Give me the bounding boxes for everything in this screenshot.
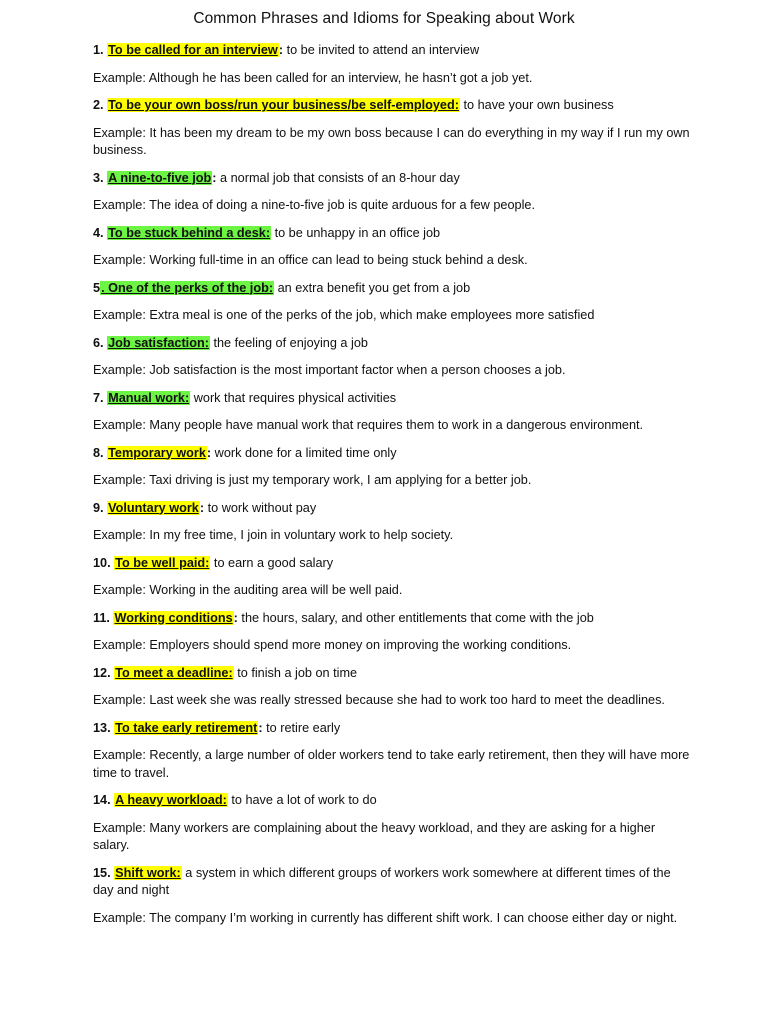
example-text: Example: Job satisfaction is the most important factor when a person chooses a job.: [93, 363, 566, 377]
definition-text: a system in which different groups of workers work somewhere at different times of the day and night: [93, 865, 671, 897]
example-text: Example: Extra meal is one of the perks of the job, which make employees more satisfied: [93, 308, 595, 322]
item-number: 6.: [93, 335, 104, 350]
example-text: Example: It has been my dream to be my own boss because I can do everything in my way if I run my own business.: [93, 125, 690, 157]
definition-text: a normal job that consists of an 8-hour day: [216, 170, 460, 185]
definition-text: work that requires physical activities: [190, 390, 397, 405]
definition-line: [93, 97, 693, 115]
definition-line: [93, 170, 693, 188]
definition-text: to retire early: [262, 720, 341, 735]
example-text: Example: Many people have manual work that requires them to work in a dangerous environment.: [93, 418, 644, 432]
item-number: 5: [93, 280, 101, 295]
highlighted-term: To take early retirement: [115, 720, 258, 735]
item-number: 15.: [93, 865, 111, 880]
example-text: Example: Working full-time in an office can lead to being stuck behind a desk.: [93, 253, 528, 267]
definition-line: [93, 500, 693, 518]
definition-text: to be invited to attend an interview: [283, 43, 480, 57]
definition-line: [93, 445, 693, 463]
term-separator: :: [278, 43, 284, 57]
definition-text: an extra benefit you get from a job: [274, 280, 471, 295]
example-text: Example: Last week she was really stressed because she had to work too hard to meet the deadlines.: [93, 693, 665, 707]
definition-line: [93, 865, 693, 900]
definition-line: [93, 665, 693, 683]
definition-line: [93, 610, 693, 628]
list-item: [93, 865, 693, 928]
list-item: [93, 665, 693, 710]
example-text: Example: Employers should spend more money on improving the working conditions.: [93, 638, 572, 652]
definition-text: work done for a limited time only: [211, 445, 397, 460]
highlighted-term: Voluntary work: [108, 500, 199, 515]
definition-text: the hours, salary, and other entitlements that come with the job: [237, 610, 594, 625]
item-number: 12.: [93, 665, 111, 680]
term-separator: :: [258, 720, 263, 735]
definition-text: to finish a job on time: [233, 665, 358, 680]
highlighted-term: Manual work:: [108, 390, 190, 405]
highlighted-term: To be stuck behind a desk:: [108, 225, 271, 240]
highlighted-term: To be your own boss/run your business/be self-employed:: [108, 98, 459, 112]
list-item: [93, 390, 693, 435]
example-text: Example: Many workers are complaining about the heavy workload, and they are asking for a higher salary.: [93, 820, 656, 852]
highlighted-term: To meet a deadline:: [115, 665, 233, 680]
page-title: Common Phrases and Idioms for Speaking about Work: [193, 10, 575, 27]
definition-text: to earn a good salary: [210, 555, 334, 570]
item-number: 3.: [93, 170, 104, 185]
definition-text: to have a lot of work to do: [227, 793, 377, 807]
term-separator: :: [199, 500, 205, 515]
example-text: Example: Taxi driving is just my temporary work, I am applying for a better job.: [93, 473, 532, 487]
item-number: 11.: [93, 610, 110, 625]
definition-line: [93, 792, 693, 810]
definition-line: [93, 335, 693, 353]
item-number: 14.: [93, 793, 111, 807]
highlighted-term: Job satisfaction:: [108, 335, 209, 350]
item-number: 2.: [93, 98, 104, 112]
example-text: Example: The idea of doing a nine-to-five job is quite arduous for a few people.: [93, 198, 535, 212]
highlighted-term: Temporary work: [108, 445, 206, 460]
item-number: 7.: [93, 390, 104, 405]
highlighted-term: A nine-to-five job: [108, 170, 212, 185]
definition-line: [93, 390, 693, 408]
definition-line: [93, 42, 693, 60]
item-number: 9.: [93, 500, 104, 515]
example-text: Example: Working in the auditing area will be well paid.: [93, 583, 403, 597]
list-item: [93, 555, 693, 600]
example-text: Example: Recently, a large number of older workers tend to take early retirement, then they will have more time to travel.: [93, 748, 690, 780]
definition-line: [93, 720, 693, 738]
list-item: [93, 792, 693, 855]
document: [93, 10, 693, 937]
list-item: [93, 335, 693, 380]
example-text: Example: The company I’m working in currently has different shift work. I can choose either day or night.: [93, 910, 678, 925]
highlighted-term: A heavy workload:: [115, 793, 227, 807]
list-item: [93, 170, 693, 215]
term-separator: :: [212, 170, 217, 185]
example-text: Example: Although he has been called for an interview, he hasn’t got a job yet.: [93, 70, 533, 85]
item-number: 13.: [93, 720, 111, 735]
list-item: [93, 500, 693, 545]
highlighted-term: Shift work:: [115, 865, 181, 880]
list-item: [93, 445, 693, 490]
item-number: 4.: [93, 225, 104, 240]
phrase-list: [93, 42, 693, 927]
highlighted-term: To be well paid:: [115, 555, 210, 570]
highlighted-term: Working conditions: [114, 610, 233, 625]
definition-line: [93, 280, 693, 298]
definition-line: [93, 555, 693, 573]
definition-text: the feeling of enjoying a job: [209, 335, 368, 350]
list-item: [93, 720, 693, 783]
item-number: 1.: [93, 43, 104, 57]
list-item: [93, 97, 693, 160]
term-separator: :: [206, 445, 212, 460]
definition-text: to work without pay: [204, 500, 317, 515]
highlighted-term: To be called for an interview: [108, 43, 278, 57]
item-number: 10.: [93, 555, 111, 570]
definition-text: to have your own business: [459, 98, 614, 112]
example-text: Example: In my free time, I join in voluntary work to help society.: [93, 528, 454, 542]
item-number: 8.: [93, 445, 104, 460]
list-item: [93, 225, 693, 270]
highlighted-term: . One of the perks of the job:: [101, 280, 274, 295]
definition-line: [93, 225, 693, 243]
list-item: [93, 42, 693, 87]
list-item: [93, 280, 693, 325]
term-separator: :: [233, 610, 238, 625]
definition-text: to be unhappy in an office job: [271, 225, 441, 240]
list-item: [93, 610, 693, 655]
